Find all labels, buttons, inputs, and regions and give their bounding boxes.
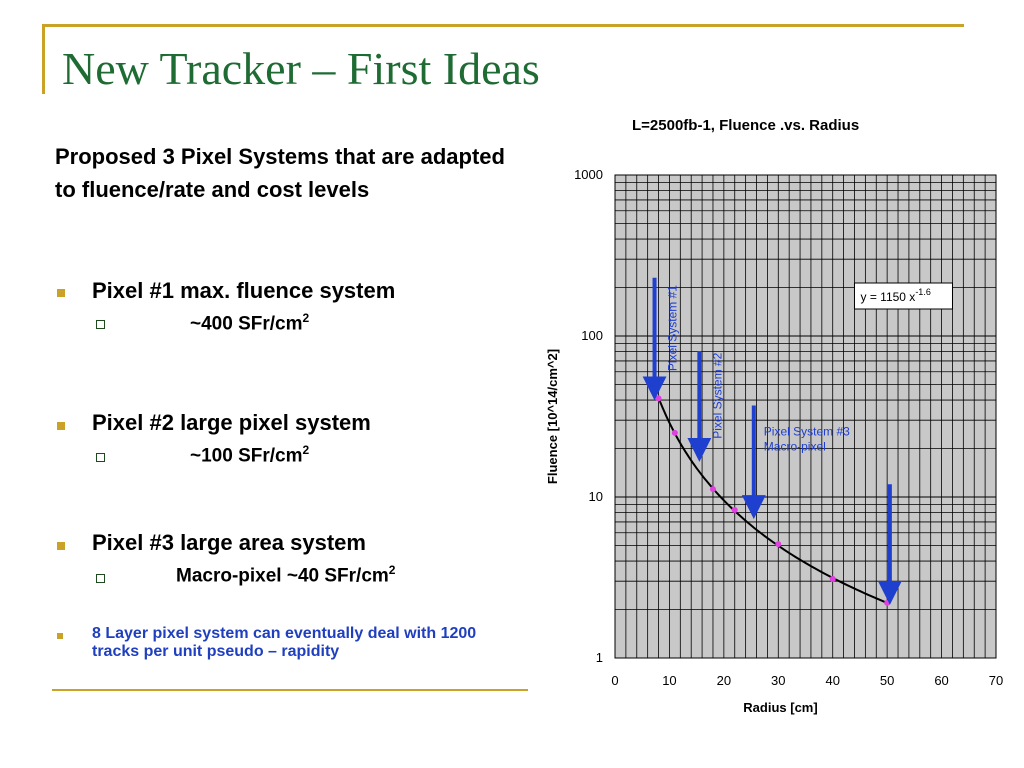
data-point (775, 541, 781, 547)
data-point (710, 486, 716, 492)
bullet-1-sub (190, 311, 309, 335)
bullet-marker (57, 633, 63, 639)
top-rule (42, 24, 964, 27)
annotation-label: Pixel System #1 (665, 285, 680, 372)
x-tick-label: 20 (716, 673, 732, 688)
x-tick-label: 40 (825, 673, 840, 688)
bullet-marker (57, 542, 65, 550)
fluence-chart (540, 160, 1020, 730)
bottom-rule (52, 689, 528, 691)
bullet-3-sub-sup: 2 (388, 563, 396, 577)
bullet-3-sub (176, 563, 395, 587)
bullet-2-sub-sup: 2 (302, 443, 310, 457)
sub-bullet-marker (96, 320, 105, 329)
x-tick-label: 0 (611, 673, 619, 688)
x-tick-label: 70 (988, 673, 1004, 688)
annotation-label: Macro-pixel (763, 439, 826, 454)
bullet-2-sub (190, 443, 309, 467)
x-tick-label: 50 (879, 673, 895, 688)
bullet-2-sub-text: ~100 SFr/cm (190, 445, 303, 467)
x-axis-label: Radius [cm] (743, 700, 818, 715)
data-point (672, 430, 678, 436)
data-point (656, 395, 662, 401)
x-tick-label: 30 (771, 673, 786, 688)
intro-text: Proposed 3 Pixel Systems that are adapted to fluence/rate and cost levels (55, 144, 505, 202)
y-tick-label: 1000 (574, 167, 603, 182)
sub-bullet-marker (96, 574, 105, 583)
trendline-exponent: -1.6 (915, 287, 931, 297)
chart-title: L=2500fb-1, Fluence .vs. Radius (632, 117, 860, 134)
bullet-2-text: Pixel #2 large pixel system (92, 410, 371, 435)
bullet-1-text: Pixel #1 max. fluence system (92, 278, 396, 303)
data-point (830, 576, 836, 582)
bullet-marker (57, 289, 65, 297)
x-tick-label: 60 (934, 673, 949, 688)
x-tick-label: 10 (662, 673, 677, 688)
title-accent-bar (42, 24, 45, 94)
text-column (55, 140, 525, 206)
data-point (732, 507, 738, 513)
data-point (884, 600, 890, 606)
trendline-equation: y = 1150 $x^{-1.6}$ (860, 287, 931, 304)
sub-bullet-marker (96, 453, 105, 462)
y-axis-label: Fluence [10^14/cm^2] (545, 348, 560, 485)
annotation-label: Pixel System #2 (710, 352, 725, 439)
note-text: 8 Layer pixel system can eventually deal with 1200 tracks per unit pseudo – rapidity (92, 625, 477, 661)
y-tick-label: 10 (588, 489, 603, 504)
annotation-label: Pixel System #3 (763, 424, 850, 439)
plot-area (615, 175, 996, 658)
bullet-1-sub-text: ~400 SFr/cm (190, 313, 303, 335)
bullet-3-text: Pixel #3 large area system (92, 530, 366, 555)
bullet-3-sub-text: Macro-pixel ~40 SFr/cm (176, 565, 389, 587)
slide-title: New Tracker – First Ideas (62, 43, 540, 94)
bullet-1-sub-sup: 2 (302, 311, 310, 325)
bullet-marker (57, 422, 65, 430)
y-tick-label: 1 (595, 650, 603, 665)
y-tick-label: 100 (581, 328, 603, 343)
trendline-label (854, 283, 952, 309)
